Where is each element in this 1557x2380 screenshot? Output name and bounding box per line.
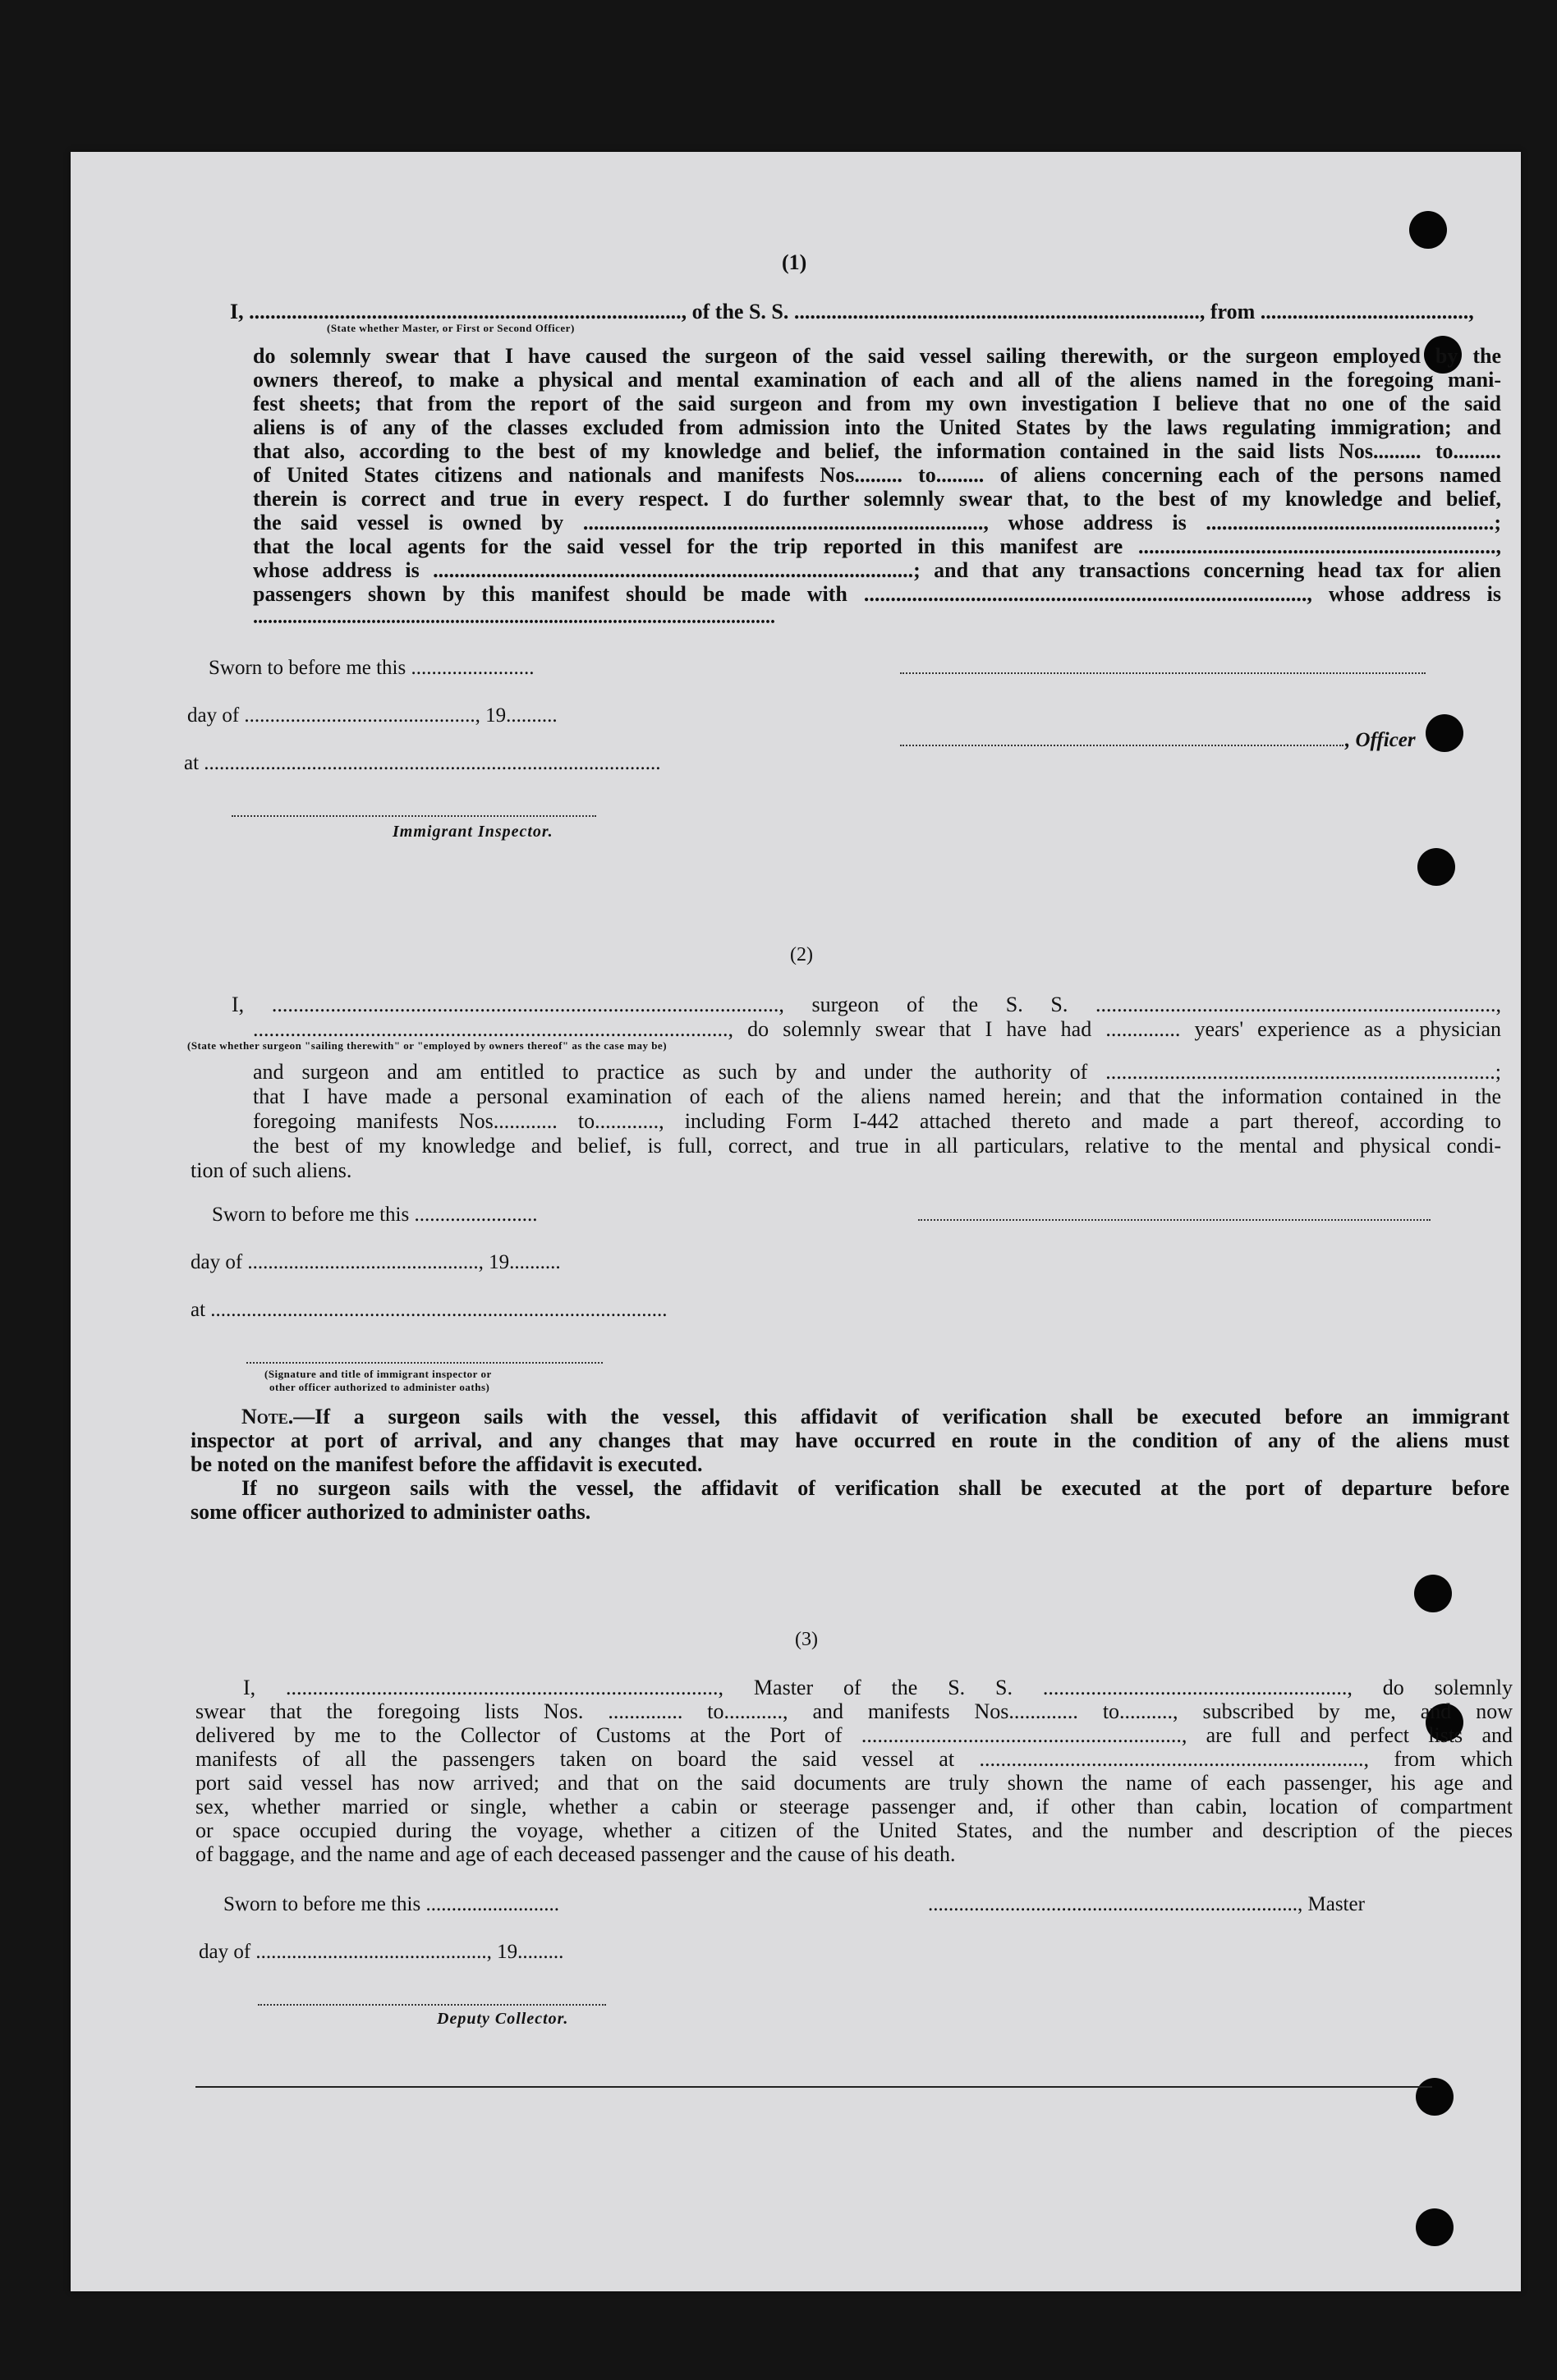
day-line: day of ............................................., 19......... bbox=[199, 1941, 564, 1963]
body-line: aliens is of any of the classes excluded from admission into the United States by the laws regulating immigration; and bbox=[253, 415, 1501, 439]
body-line: whose address is ..........................................................................................; and that any transactions concerning head tax for alien bbox=[253, 558, 1501, 582]
signature-line bbox=[900, 672, 1426, 674]
body-line: sex, whether married or single, whether a cabin or steerage passenger and, if other than cabin, location of compartment bbox=[195, 1795, 1513, 1818]
note-line: some officer authorized to administer oaths. bbox=[191, 1500, 591, 1524]
section-2-number: (2) bbox=[790, 944, 813, 965]
body-line: of United States citizens and nationals and manifests Nos......... to......... of aliens concerning each of the persons named bbox=[253, 463, 1501, 487]
body-line: fest sheets; that from the report of the said surgeon and from my own investigation I believe that no one of the said bbox=[253, 392, 1501, 415]
body-line: passengers shown by this manifest should be made with ..................................................................................., whose address is bbox=[253, 582, 1501, 606]
punch-hole bbox=[1414, 1575, 1452, 1612]
day-line: day of ............................................., 19.......... bbox=[187, 704, 558, 727]
body-line: that also, according to the best of my knowledge and belief, the information contained in the said lists Nos......... to......... bbox=[253, 439, 1501, 463]
officer-note: (State whether Master, or First or Second Officer) bbox=[327, 322, 575, 334]
body-line: therein is correct and true in every respect. I do further solemnly swear that, to the best of my knowledge and belief, bbox=[253, 487, 1501, 511]
section-3-number: (3) bbox=[795, 1629, 818, 1650]
collector-label: Deputy Collector. bbox=[437, 2010, 569, 2028]
body-line: swear that the foregoing lists Nos. .............. to..........., and manifests Nos............. to.........., subscribed by me, and now bbox=[195, 1699, 1513, 1723]
punch-hole bbox=[1426, 714, 1463, 752]
vessel-field: , of the S. S. ............................................................................ bbox=[681, 300, 1200, 323]
section-1-intro bbox=[230, 301, 1474, 323]
collector-signature-line bbox=[258, 2004, 606, 2006]
inspector-label: Immigrant Inspector. bbox=[393, 823, 553, 841]
body-line: .......................................................................................................... bbox=[253, 607, 775, 628]
officer-signature-line bbox=[900, 745, 1343, 746]
body-line: that I have made a personal examination of each of the aliens named herein; and that the information contained in the bbox=[253, 1085, 1501, 1108]
signature-line bbox=[918, 1219, 1431, 1221]
officer-name-field: I, ................................................................................. bbox=[230, 300, 682, 323]
section-2-line-2: ........................................................................................., do solemnly swear that I have had .............. years' experience as a physician bbox=[253, 1017, 1501, 1041]
section-2-line-1: I, ..............................................................................................., surgeon of the S. S. ..........................................................................., bbox=[232, 993, 1501, 1016]
section-1-number: (1) bbox=[782, 250, 807, 274]
officer-label: , Officer bbox=[1345, 729, 1416, 751]
at-line: at ......................................................................................... bbox=[191, 1299, 668, 1321]
body-line: tion of such aliens. bbox=[191, 1158, 352, 1182]
body-line: do solemnly swear that I have caused the surgeon of the said vessel sailing therewith, or the surgeon employed by the bbox=[253, 344, 1501, 368]
signature-note: (Signature and title of immigrant inspector or bbox=[264, 1368, 492, 1380]
inspector-signature-line bbox=[232, 815, 596, 817]
master-signature-line: ........................................................................, Master bbox=[928, 1893, 1365, 1915]
punch-hole bbox=[1409, 211, 1447, 249]
note-line: If no surgeon sails with the vessel, the affidavit of verification shall be executed at the port of departure before bbox=[241, 1476, 1509, 1500]
body-line: port said vessel has now arrived; and that on the said documents are truly shown the name of each passenger, his age and bbox=[195, 1771, 1513, 1795]
punch-hole bbox=[1417, 848, 1455, 886]
sworn-line: Sworn to before me this .......................... bbox=[223, 1893, 559, 1915]
origin-field: , from ......................................., bbox=[1199, 300, 1474, 323]
surgeon-note: (State whether surgeon "sailing therewith" or "employed by owners thereof" as the case may be) bbox=[187, 1039, 668, 1052]
note-label: Note. bbox=[241, 1405, 294, 1428]
body-line: of baggage, and the name and age of each deceased passenger and the cause of his death. bbox=[195, 1842, 956, 1866]
body-line: delivered by me to the Collector of Customs at the Port of ............................................................, are full and perfect lists and bbox=[195, 1723, 1513, 1747]
sworn-line: Sworn to before me this ........................ bbox=[212, 1204, 538, 1226]
authority-signature-line bbox=[246, 1362, 603, 1364]
body-line: or space occupied during the voyage, whether a citizen of the United States, and the number and description of the pieces bbox=[195, 1818, 1513, 1842]
note-line: Note.—If a surgeon sails with the vessel, this affidavit of verification shall be executed before an immigrant bbox=[241, 1405, 1509, 1428]
manifest-sheet bbox=[71, 152, 1521, 2291]
punch-hole bbox=[1416, 2208, 1454, 2246]
bottom-rule bbox=[195, 2086, 1432, 2088]
note-line: inspector at port of arrival, and any changes that may have occurred en route in the condition of any of the aliens must bbox=[191, 1428, 1509, 1452]
signature-note: other officer authorized to administer oaths) bbox=[269, 1381, 490, 1393]
day-line: day of ............................................., 19.......... bbox=[191, 1251, 561, 1273]
body-line: the said vessel is owned by ..........................................................................., whose address is ......................................................; bbox=[253, 511, 1501, 534]
body-line: foregoing manifests Nos............ to............, including Form I-442 attached thereto and made a part thereof, according to bbox=[253, 1109, 1501, 1133]
body-line: owners thereof, to make a physical and mental examination of each and all of the aliens named in the foregoing mani- bbox=[253, 368, 1501, 392]
sworn-line: Sworn to before me this ........................ bbox=[209, 657, 535, 679]
body-line: that the local agents for the said vessel for the trip reported in this manifest are ..................................................................., bbox=[253, 534, 1501, 558]
punch-hole bbox=[1416, 2078, 1454, 2116]
body-line: the best of my knowledge and belief, is full, correct, and true in all particulars, relative to the mental and physical condi- bbox=[253, 1134, 1501, 1158]
body-line: I, ................................................................................., Master of the S. S. ........................................................., do solemnly bbox=[243, 1676, 1513, 1699]
body-line: manifests of all the passengers taken on board the said vessel at ........................................................................, from which bbox=[195, 1747, 1513, 1771]
note-line: be noted on the manifest before the affidavit is executed. bbox=[191, 1452, 703, 1476]
at-line: at ......................................................................................... bbox=[184, 752, 661, 774]
body-line: and surgeon and am entitled to practice as such by and under the authority of .........................................................................; bbox=[253, 1060, 1501, 1084]
